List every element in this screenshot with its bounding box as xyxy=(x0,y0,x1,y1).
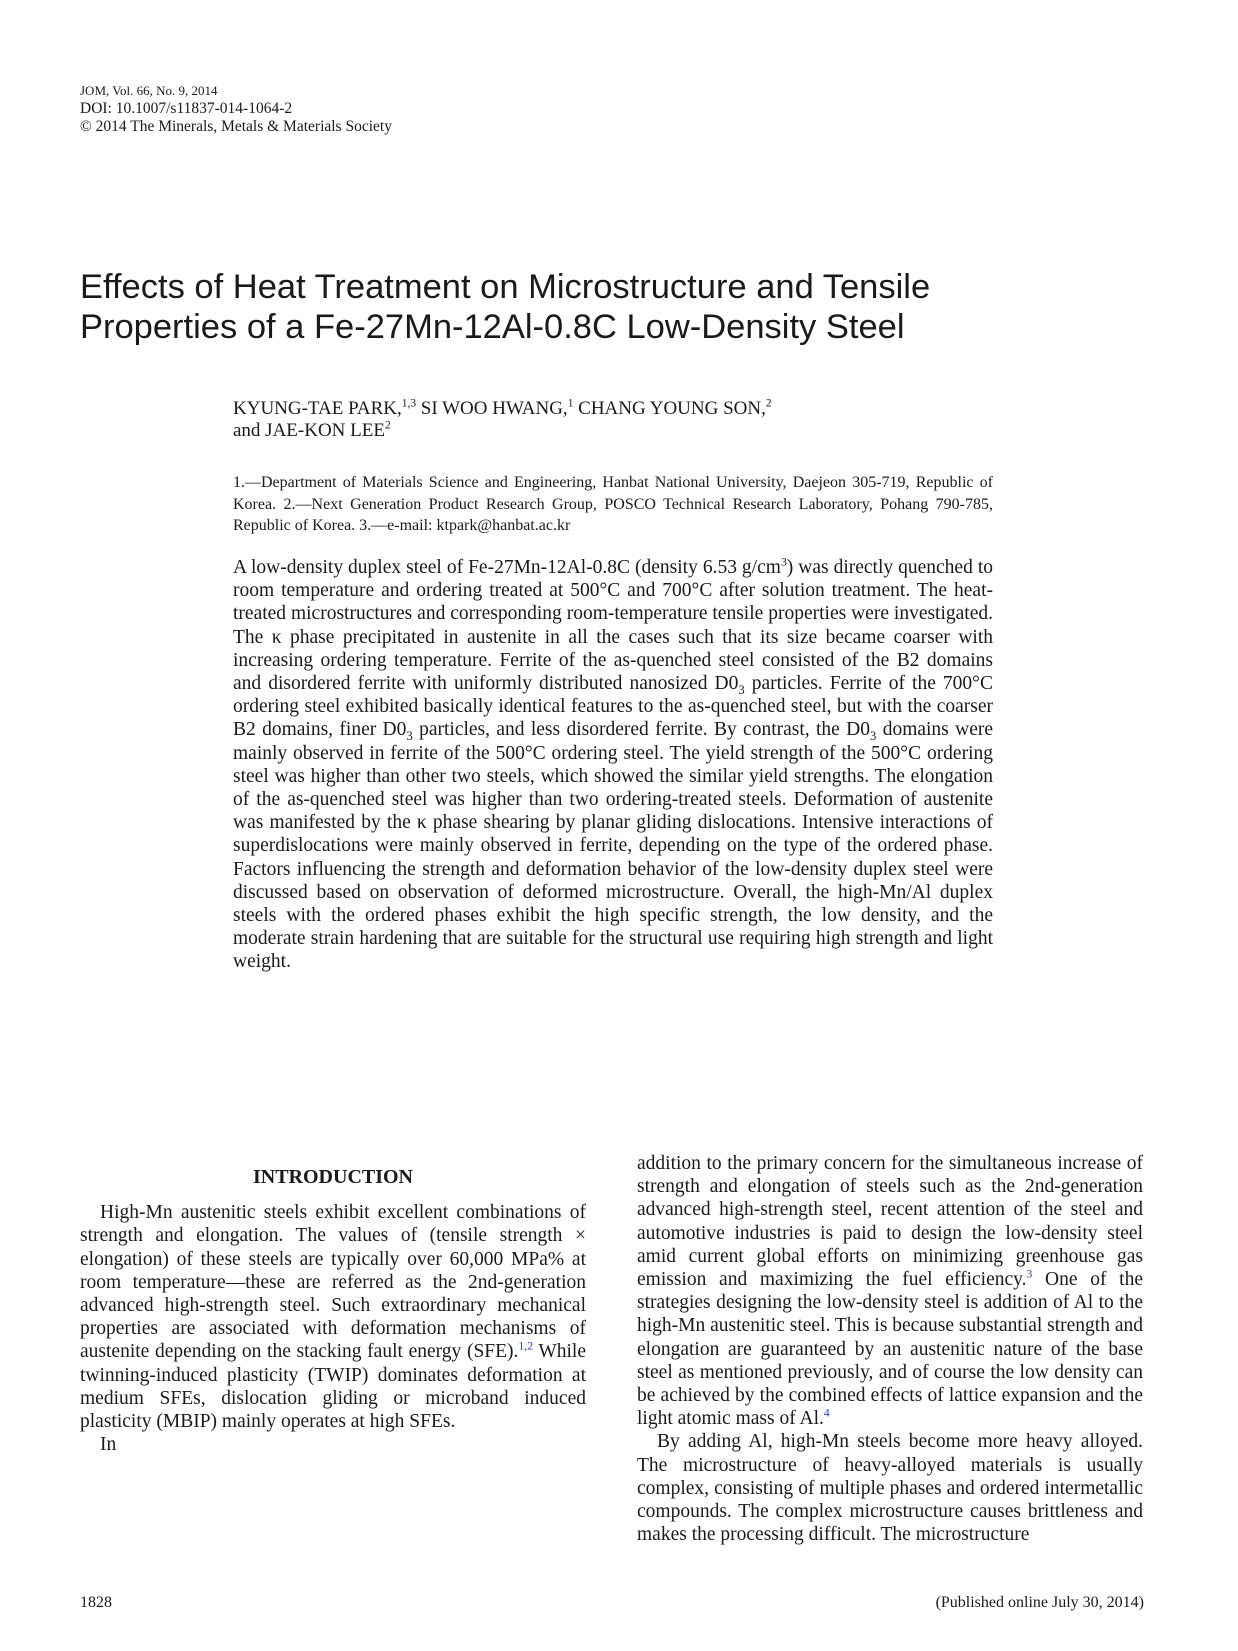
abstract-sup-1: 3 xyxy=(780,555,787,569)
journal-citation: JOM, Vol. 66, No. 9, 2014 xyxy=(80,83,218,98)
intro-paragraph-2 xyxy=(80,1433,586,1456)
author-3-affil: 2 xyxy=(765,397,772,410)
author-4-affil: 2 xyxy=(384,419,391,432)
abstract-text-5: domains were mainly observed in ferrite of the 500°C ordering steel. The yield strength of the 500°C ordering steel was higher than other two steels, which showed the similar yield strengths. The elongation of the as-quenched steel was higher than two ordering-treated steels. Deformation of austenite was manifested by the κ phase shearing by planar gliding dislocations. Intensive interactions of superdislocations were mainly observed in ferrite, depending on the type of the ordered phase. Factors influencing the strength and deformation behavior of the low-density duplex steel were discussed based on observation of deformed microstructure. Overall, the high-Mn/Al duplex steels with the ordered phases exhibit the high specific strength, the low density, and the moderate strain hardening that are suitable for the structural use requiring high strength and light weight. xyxy=(233,719,994,973)
paper-title xyxy=(80,267,1180,347)
intro-p1-text-a: High-Mn austenitic steels exhibit excellent combinations of strength and elongation. The values of (tensile strength × elongation) of these steels are typically over 60,000 MPa% at room temperature—these are referred as the 2nd-generation advanced high-strength steel. Such extraordinary mechanical properties are associated with deformation mechanisms of austenite depending on the stacking fault energy (SFE). xyxy=(80,1202,586,1363)
abstract-text-3: particles. Ferrite of the 700°C ordering steel exhibited basically identical features to the as-quenched steel, but with the coarser B2 domains, finer D0 xyxy=(233,673,993,741)
citation-link-1-2[interactable]: 1,2 xyxy=(518,1339,534,1353)
abstract xyxy=(233,556,993,974)
affiliations: 1.—Department of Materials Science and Engineering, Hanbat National University, Daejeon 305-719, Republic of Korea. 2.—Next Generation Product Research Group, POSCO Technical Research Laboratory, Pohang 790-785, Republic of Korea. 3.—e-mail: ktpark@hanbat.ac.kr xyxy=(233,474,993,534)
page-number: 1828 xyxy=(80,1594,112,1611)
title-line-1: Effects of Heat Treatment on Microstructure and Tensile xyxy=(80,268,931,306)
doi: DOI: 10.1007/s11837-014-1064-2 xyxy=(80,100,293,117)
abstract-sub-1: 3 xyxy=(738,682,745,697)
abstract-sub-2: 3 xyxy=(406,729,413,744)
intro-p2-text-a: In xyxy=(100,1434,117,1456)
journal-meta xyxy=(80,82,392,136)
column-left xyxy=(80,1150,586,1456)
author-1: KYUNG-TAE PARK, xyxy=(233,398,402,419)
intro-p1-text-b: While twinning-induced plasticity (TWIP) dominates deformation at medium SFEs, dislocation gliding or microband induced plasticity (MBIP) mainly operates at high SFEs. xyxy=(80,1341,586,1433)
author-1-affil: 1,3 xyxy=(401,397,417,410)
published-online-date: (Published online July 30, 2014) xyxy=(935,1594,1144,1611)
abstract-sub-3: 3 xyxy=(870,729,877,744)
author-4: and JAE-KON LEE xyxy=(233,420,385,441)
intro-paragraph-3: By adding Al, high-Mn steels become more heavy alloyed. The microstructure of heavy-alloyed materials is usually complex, consisting of multiple phases and ordered intermetallic compounds. The complex microstructure causes brittleness and makes the processing difficult. The microstructure xyxy=(637,1431,1143,1546)
author-3: CHANG YOUNG SON, xyxy=(573,398,766,419)
abstract-text-1: A low-density duplex steel of Fe-27Mn-12Al-0.8C (density 6.53 g/cm xyxy=(233,557,781,578)
citation-link-4[interactable]: 4 xyxy=(823,1406,830,1420)
citation-link-3[interactable]: 3 xyxy=(1026,1267,1033,1281)
intro-p2-continuation: addition to the primary concern for the simultaneous increase of strength and elongation of steels such as the 2nd-generation advanced high-strength steel, recent attention of the steel and automotive industries is paid to design the low-density steel amid current global efforts on minimizing greenhouse gas emission and maximizing the fuel efficiency. xyxy=(637,1153,1143,1291)
title-line-2: Properties of a Fe-27Mn-12Al-0.8C Low-Density Steel xyxy=(80,308,905,346)
intro-paragraph-2-cont xyxy=(637,1152,1143,1430)
abstract-text-4: particles, and less disordered ferrite. By contrast, the D0 xyxy=(412,719,871,741)
column-right xyxy=(637,1152,1143,1546)
author-2-affil: 1 xyxy=(567,397,574,410)
abstract-text-2: ) was directly quenched to room temperature and ordering treated at 500°C and 700°C after solution treatment. The heat-treated microstructures and corresponding room-temperature tensile properties were investigated. The κ phase precipitated in austenite in all the cases such that its size became coarser with increasing ordering temperature. Ferrite of the as-quenched steel consisted of the B2 domains and disordered ferrite with uniformly distributed nanosized D0 xyxy=(233,557,993,695)
intro-paragraph-1 xyxy=(80,1201,586,1433)
copyright: © 2014 The Minerals, Metals & Materials Society xyxy=(80,118,392,135)
section-heading-introduction: INTRODUCTION xyxy=(252,1166,414,1188)
intro-p2-text-b: One of the strategies designing the low-density steel is addition of Al to the high-Mn austenitic steel. This is because substantial strength and elongation are guaranteed by an austenitic nature of the base steel as mentioned previously, and of course the low density can be achieved by the combined effects of lattice expansion and the light atomic mass of Al. xyxy=(637,1269,1144,1430)
author-2: SI WOO HWANG, xyxy=(416,398,568,419)
author-list xyxy=(233,398,1053,442)
